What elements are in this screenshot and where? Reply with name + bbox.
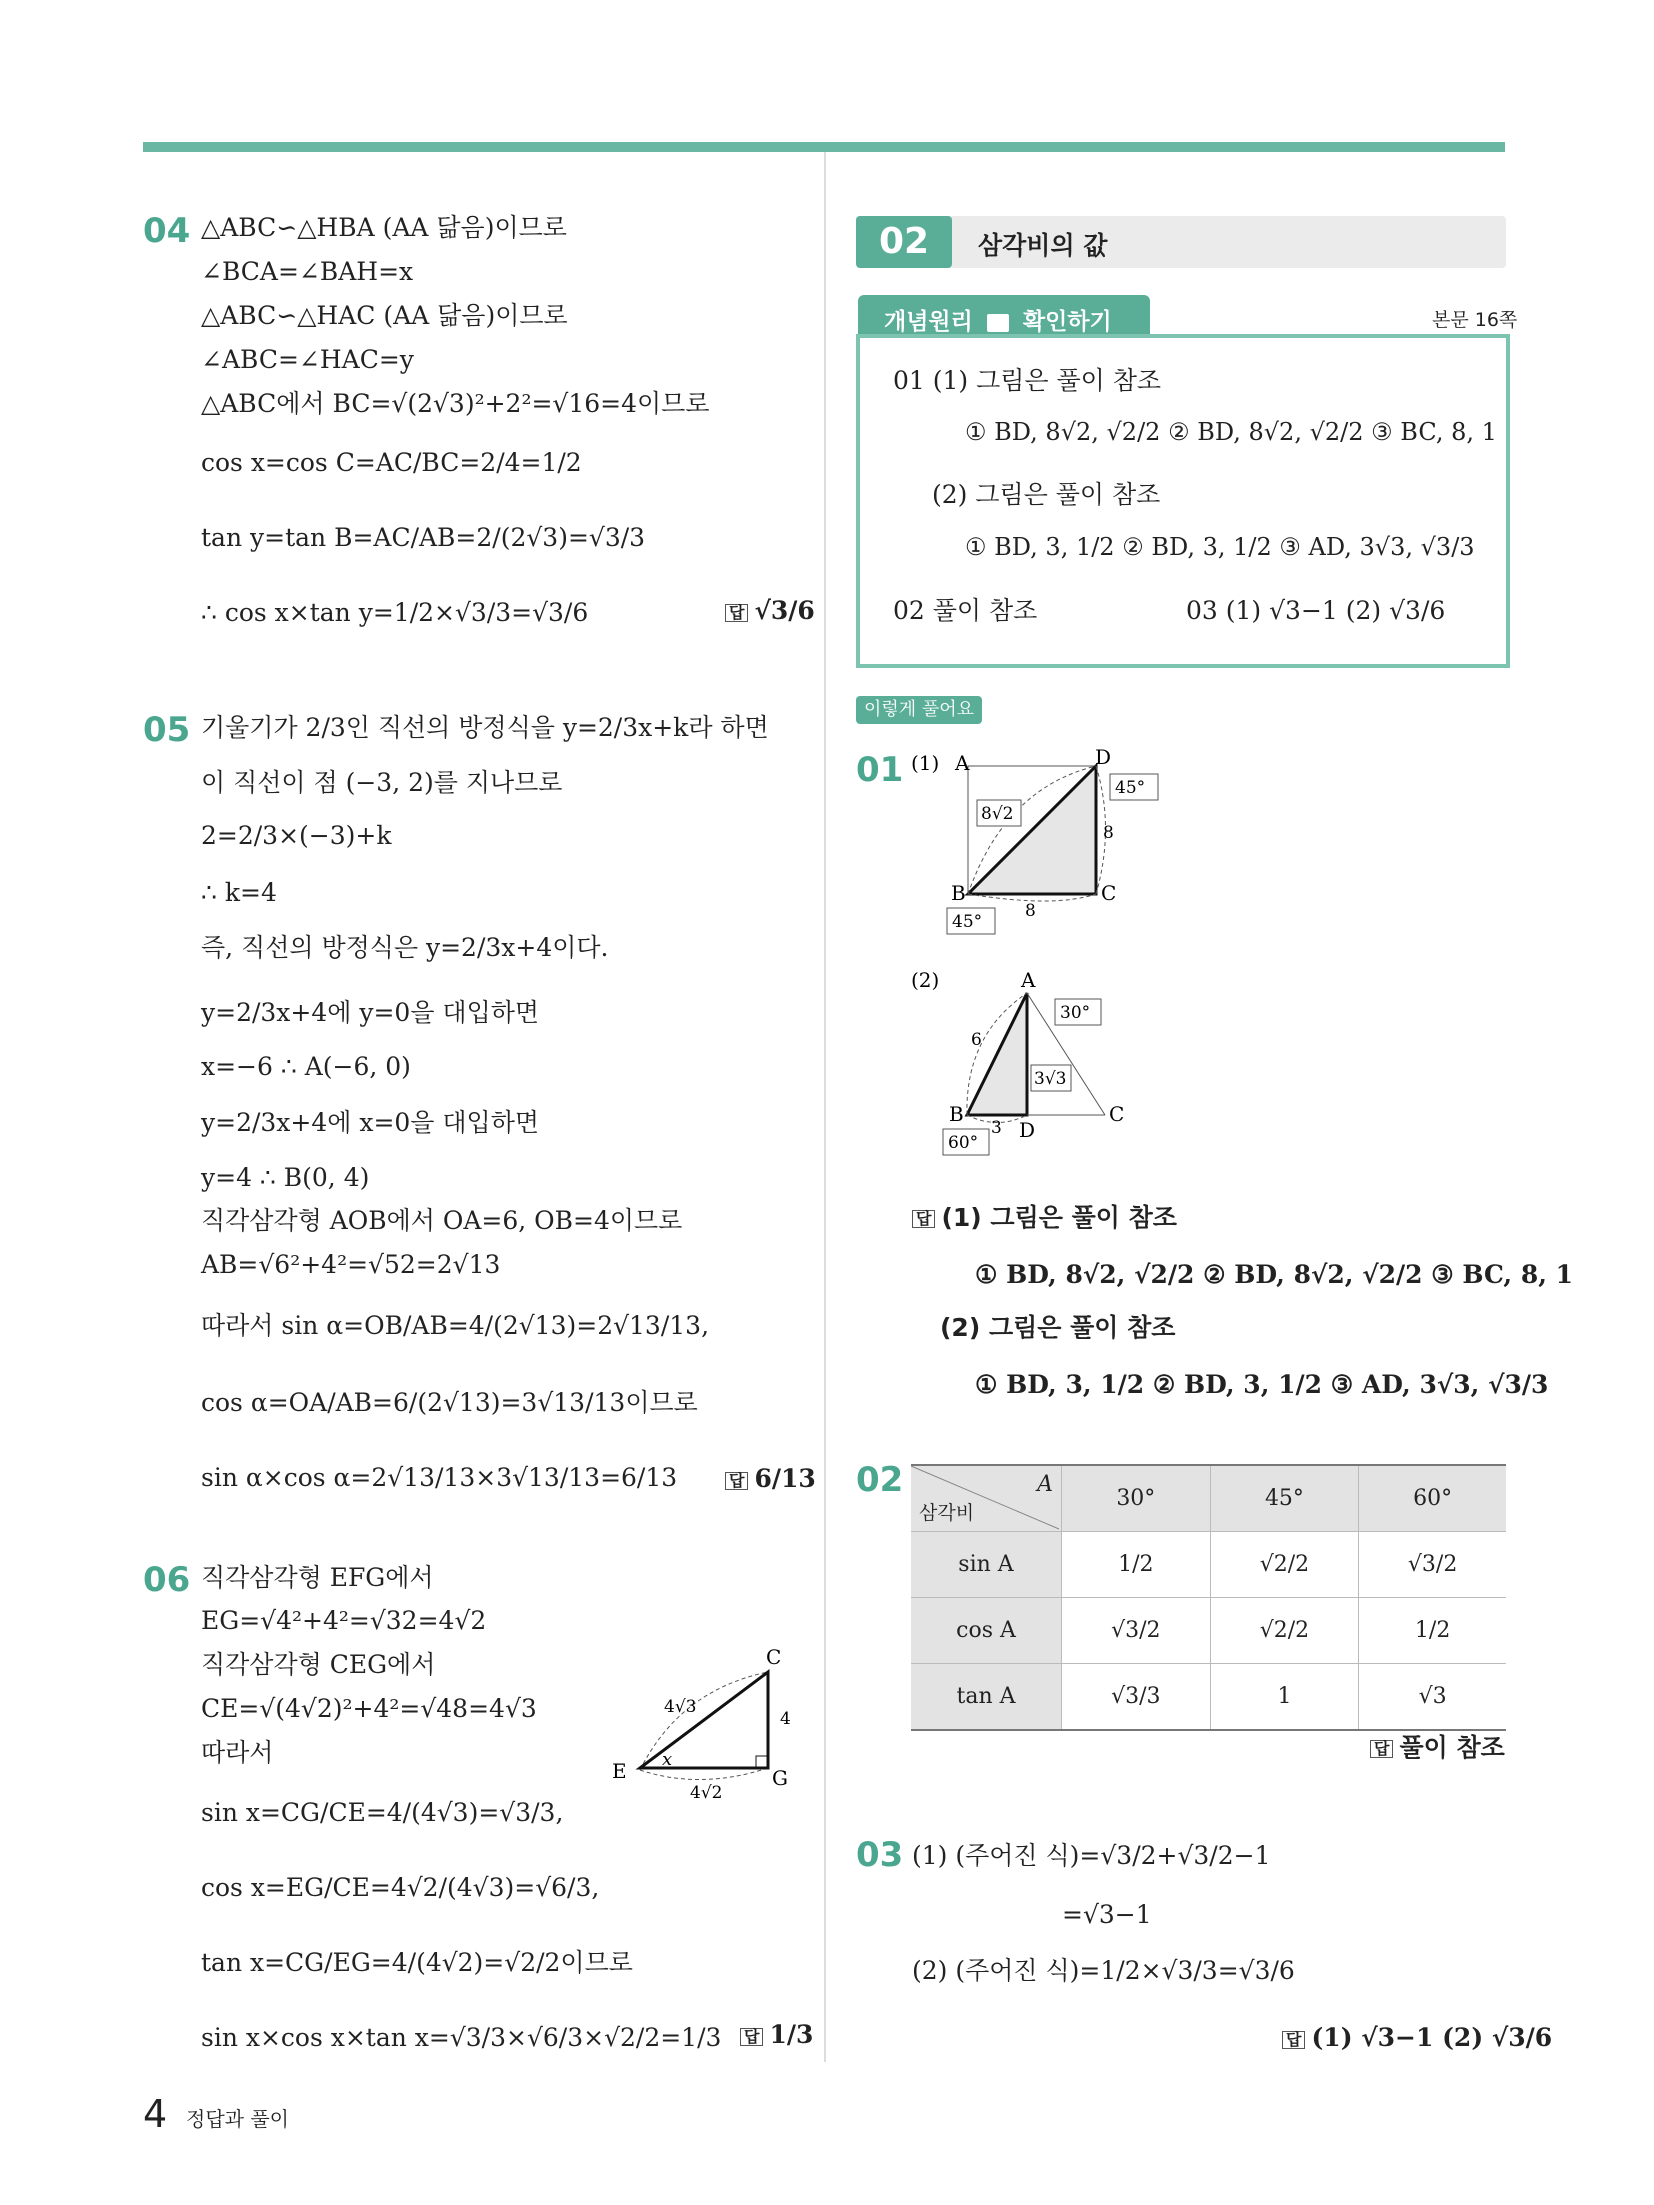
vertex-a: A bbox=[1021, 968, 1036, 992]
answer: √3/6 bbox=[754, 596, 815, 625]
side-bc-length: 8 bbox=[1025, 901, 1036, 921]
vertex-d: D bbox=[1019, 1118, 1036, 1142]
right-angle-mark bbox=[756, 1756, 768, 1768]
side-cg: 4 bbox=[780, 1709, 791, 1729]
line: sin α×cos α=2√13/13×3√13/13=6/13 bbox=[201, 1463, 678, 1492]
page-reference: 본문 16쪽 bbox=[1432, 309, 1518, 331]
answer: 1/3 bbox=[769, 2020, 814, 2049]
line: 이 직선이 점 (−3, 2)를 지나므로 bbox=[201, 768, 563, 797]
trig-value-table bbox=[911, 1464, 1506, 1731]
line: △ABC에서 BC=√(2√3)²+2²=√16=4이므로 bbox=[201, 389, 710, 418]
row-header: sin A bbox=[911, 1532, 1062, 1598]
line: ∴ cos x×tan y=1/2×√3/3=√3/6 bbox=[201, 598, 589, 627]
concept-line: ① BD, 8√2, √2/2 ② BD, 8√2, √2/2 ③ BC, 8, 1 bbox=[965, 418, 1497, 446]
line: sin x=CG/CE=4/(4√3)=√3/3, bbox=[201, 1798, 564, 1827]
line: 따라서 bbox=[201, 1738, 274, 1767]
diagonal-length: 8√2 bbox=[981, 804, 1014, 824]
line: 직각삼각형 AOB에서 OA=6, OB=4이므로 bbox=[201, 1206, 683, 1235]
side-ce: 4√3 bbox=[664, 1697, 697, 1717]
concept-line: 01 (1) 그림은 풀이 참조 bbox=[893, 366, 1162, 395]
line: sin x×cos x×tan x=√3/3×√6/3×√2/2=1/3 bbox=[201, 2023, 722, 2052]
problem-number: 05 bbox=[143, 710, 191, 750]
answer: (1) √3−1 (2) √3/6 bbox=[1311, 2023, 1553, 2052]
section-title: 삼각비의 값 bbox=[978, 231, 1108, 260]
answer-mark: 답 bbox=[1282, 2031, 1305, 2049]
triangle-ceg-figure bbox=[600, 1645, 800, 1803]
top-rule bbox=[143, 142, 1505, 152]
table-cell: √3/3 bbox=[1062, 1664, 1211, 1731]
concept-line: 02 풀이 참조 bbox=[893, 596, 1038, 625]
vertex-e: E bbox=[612, 1759, 627, 1783]
line: y=2/3x+4에 y=0을 대입하면 bbox=[201, 998, 540, 1027]
table-cell: 1/2 bbox=[1062, 1532, 1211, 1598]
side-ad-length: 3√3 bbox=[1034, 1069, 1067, 1089]
table-cell: 1 bbox=[1210, 1664, 1359, 1731]
line: cos x=EG/CE=4√2/(4√3)=√6/3, bbox=[201, 1873, 600, 1902]
section-number: 02 bbox=[856, 216, 952, 268]
vertex-b: B bbox=[951, 881, 966, 905]
corner-cell bbox=[911, 1465, 1062, 1532]
notebook-icon bbox=[987, 314, 1009, 332]
answer-line: (1) 그림은 풀이 참조 bbox=[941, 1203, 1177, 1232]
concept-line: 03 (1) √3−1 (2) √3/6 bbox=[1186, 596, 1446, 625]
line: 직각삼각형 EFG에서 bbox=[201, 1563, 434, 1592]
row-header: tan A bbox=[911, 1664, 1062, 1731]
part-label: (2) bbox=[911, 968, 940, 992]
angle-a: 30° bbox=[1060, 1003, 1091, 1023]
line: 즉, 직선의 방정식은 y=2/3x+4이다. bbox=[201, 933, 609, 962]
angle-header: 60° bbox=[1359, 1465, 1506, 1532]
table-cell: √3 bbox=[1359, 1664, 1506, 1731]
side-eg: 4√2 bbox=[690, 1783, 723, 1803]
answer-mark: 답 bbox=[725, 1472, 748, 1490]
line: ∠ABC=∠HAC=y bbox=[201, 345, 414, 374]
triangle-abc-figure bbox=[905, 965, 1165, 1175]
line: cos x=cos C=AC/BC=2/4=1/2 bbox=[201, 448, 582, 477]
line: 2=2/3×(−3)+k bbox=[201, 821, 392, 850]
line: cos α=OA/AB=6/(2√13)=3√13/13이므로 bbox=[201, 1388, 698, 1417]
line: △ABC∽△HAC (AA 닮음)이므로 bbox=[201, 301, 568, 330]
part-label: (1) bbox=[911, 751, 940, 775]
line: 직각삼각형 CEG에서 bbox=[201, 1650, 436, 1679]
dim-arc bbox=[640, 1768, 768, 1780]
line: △ABC∽△HBA (AA 닮음)이므로 bbox=[201, 213, 567, 242]
line: 따라서 sin α=OB/AB=4/(2√13)=2√13/13, bbox=[201, 1311, 710, 1340]
concept-tab-label bbox=[884, 303, 1112, 336]
table-cell: √2/2 bbox=[1210, 1532, 1359, 1598]
answer-line: ① BD, 3, 1/2 ② BD, 3, 1/2 ③ AD, 3√3, √3/3 bbox=[975, 1370, 1549, 1399]
line: y=2/3x+4에 x=0을 대입하면 bbox=[201, 1108, 540, 1137]
angle-header: 45° bbox=[1210, 1465, 1359, 1532]
concept-tab-title: 개념원리 bbox=[884, 309, 973, 335]
angle-b: 60° bbox=[948, 1133, 979, 1153]
table-cell: √3/2 bbox=[1062, 1598, 1211, 1664]
answer-mark: 답 bbox=[912, 1210, 935, 1228]
line: y=4 ∴ B(0, 4) bbox=[201, 1163, 370, 1192]
line: EG=√4²+4²=√32=4√2 bbox=[201, 1606, 487, 1635]
line: AB=√6²+4²=√52=2√13 bbox=[201, 1250, 501, 1279]
triangle-abd bbox=[967, 993, 1027, 1115]
answer-mark: 답 bbox=[740, 2028, 763, 2046]
angle-d: 45° bbox=[1115, 778, 1146, 798]
side-dc-length: 8 bbox=[1103, 823, 1114, 843]
question-number: 02 bbox=[856, 1460, 904, 1500]
page-number: 4 bbox=[143, 2092, 168, 2136]
angle-header: 30° bbox=[1062, 1465, 1211, 1532]
table-cell: √2/2 bbox=[1210, 1598, 1359, 1664]
line: (2) (주어진 식)=1/2×√3/3=√3/6 bbox=[912, 1956, 1295, 1985]
answer-line: (2) 그림은 풀이 참조 bbox=[940, 1313, 1176, 1342]
line: x=−6 ∴ A(−6, 0) bbox=[201, 1052, 411, 1081]
problem-number: 04 bbox=[143, 211, 191, 251]
triangle-bdc bbox=[968, 766, 1096, 894]
line: CE=√(4√2)²+4²=√48=4√3 bbox=[201, 1694, 537, 1723]
vertex-c: C bbox=[766, 1645, 782, 1669]
line: ∴ k=4 bbox=[201, 878, 277, 907]
section-header bbox=[856, 216, 1506, 268]
answer-line: ① BD, 8√2, √2/2 ② BD, 8√2, √2/2 ③ BC, 8, 1 bbox=[975, 1260, 1574, 1289]
side-bd-length: 3 bbox=[991, 1118, 1002, 1138]
line: =√3−1 bbox=[1062, 1900, 1152, 1929]
answer: 6/13 bbox=[754, 1464, 816, 1493]
vertex-g: G bbox=[772, 1766, 788, 1790]
angle-x: x bbox=[662, 1749, 673, 1770]
corner-bottom: 삼각비 bbox=[919, 1502, 975, 1524]
table-cell: 1/2 bbox=[1359, 1598, 1506, 1664]
angle-b: 45° bbox=[952, 912, 983, 932]
column-divider bbox=[824, 152, 826, 2062]
concept-line: (2) 그림은 풀이 참조 bbox=[932, 480, 1161, 509]
table-cell: √3/2 bbox=[1359, 1532, 1506, 1598]
vertex-c: C bbox=[1109, 1102, 1125, 1126]
line: ∠BCA=∠BAH=x bbox=[201, 257, 414, 286]
footer-title: 정답과 풀이 bbox=[186, 2107, 289, 2131]
solution-label: 이렇게 풀어요 bbox=[856, 696, 982, 724]
vertex-d: D bbox=[1095, 745, 1112, 769]
row-header: cos A bbox=[911, 1598, 1062, 1664]
side-ab-length: 6 bbox=[971, 1030, 982, 1050]
concept-line: ① BD, 3, 1/2 ② BD, 3, 1/2 ③ AD, 3√3, √3/3 bbox=[965, 533, 1475, 561]
concept-tab-subtitle: 확인하기 bbox=[1022, 309, 1112, 335]
vertex-a: A bbox=[955, 751, 970, 775]
vertex-c: C bbox=[1101, 881, 1117, 905]
vertex-b: B bbox=[949, 1102, 964, 1126]
question-number: 03 bbox=[856, 1835, 904, 1875]
line: tan y=tan B=AC/AB=2/(2√3)=√3/3 bbox=[201, 523, 646, 552]
corner-top: A bbox=[1037, 1472, 1053, 1497]
line: 기울기가 2/3인 직선의 방정식을 y=2/3x+k라 하면 bbox=[201, 713, 769, 742]
line: tan x=CG/EG=4/(4√2)=√2/2이므로 bbox=[201, 1948, 633, 1977]
problem-number: 06 bbox=[143, 1560, 191, 1600]
square-diagonal-figure bbox=[905, 745, 1185, 948]
answer-mark: 답 bbox=[1370, 1740, 1393, 1758]
answer: 풀이 참조 bbox=[1399, 1733, 1505, 1762]
question-number: 01 bbox=[856, 750, 904, 790]
answer-mark: 답 bbox=[725, 604, 748, 622]
line: (1) (주어진 식)=√3/2+√3/2−1 bbox=[912, 1841, 1271, 1870]
triangle bbox=[640, 1672, 768, 1768]
